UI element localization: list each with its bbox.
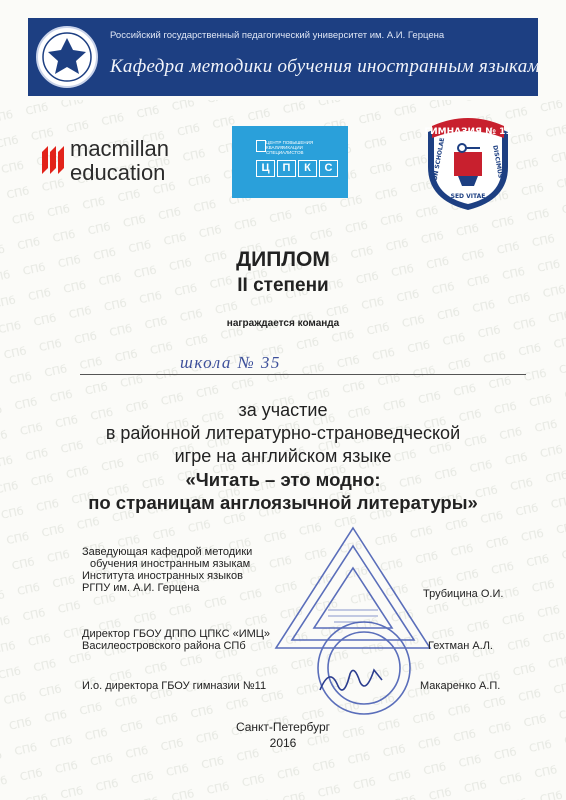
acting-director-name: Макаренко А.П. xyxy=(420,680,501,692)
diploma-title: ДИПЛОМ xyxy=(236,248,330,271)
gymnasium-title: ГИМНАЗИЯ № 11 xyxy=(424,127,512,137)
team-underline xyxy=(80,374,526,375)
macmillan-mark-icon xyxy=(40,140,66,176)
cpks-letter: П xyxy=(277,160,296,177)
university-name: Российский государственный педагогический университет им. А.И. Герцена xyxy=(110,30,445,41)
cpks-caption: ЦЕНТР ПОВЫШЕНИЯ КВАЛИФИКАЦИИ СПЕЦИАЛИСТОВ xyxy=(266,140,314,155)
year: 2016 xyxy=(269,736,297,750)
cpks-letter: Ц xyxy=(256,160,275,177)
macmillan-text: macmillan xyxy=(70,136,170,161)
university-header xyxy=(28,18,538,96)
city: Санкт-Петербург xyxy=(235,720,331,734)
handwritten-signature-icon xyxy=(316,660,386,700)
motto-left: NON SCHOLAE xyxy=(430,137,447,187)
director-name: Гехтман А.Л. xyxy=(428,640,493,652)
motto-right: DISCIMUS xyxy=(491,144,504,179)
awarded-text: награждается команда xyxy=(226,318,340,329)
department-name: Кафедра методики обучения иностранным языкам xyxy=(110,56,540,77)
event-title-line: «Читать – это модно: xyxy=(185,469,381,490)
participation-text xyxy=(0,399,566,468)
event-title xyxy=(0,468,566,514)
event-title-line: по страницам англоязычной литературы» xyxy=(88,492,478,513)
diploma-degree: II степени xyxy=(237,275,329,296)
participation-line: в районной литературно-страноведческой xyxy=(105,423,461,443)
education-text: education xyxy=(70,160,166,185)
participation-line: за участие xyxy=(238,400,328,420)
head-title-line: РГПУ им. А.И. Герцена xyxy=(82,582,200,594)
university-emblem-icon xyxy=(34,24,100,90)
head-title-line: обучения иностранным языкам xyxy=(90,558,251,570)
acting-director-title: И.о. директора ГБОУ гимназии №11 xyxy=(82,680,267,692)
book-icon xyxy=(256,140,266,152)
cpks-letter: С xyxy=(319,160,338,177)
director-title-line: Василеостровского района СПб xyxy=(82,640,246,652)
head-title-line: Заведующая кафедрой методики xyxy=(82,546,253,558)
director-title-line: Директор ГБОУ ДППО ЦПКС «ИМЦ» xyxy=(82,628,271,640)
participation-line: игре на английском языке xyxy=(174,446,392,466)
head-title-line: Института иностранных языков xyxy=(82,570,243,582)
cpks-letter: К xyxy=(298,160,317,177)
cpks-letters xyxy=(256,158,340,174)
gymnasium-emblem-icon xyxy=(418,112,518,212)
motto-bottom: SED VITAE xyxy=(450,193,486,200)
team-name-handwritten: школа № 35 xyxy=(180,353,281,372)
head-name: Трубицина О.И. xyxy=(423,588,504,600)
cpks-logo xyxy=(232,126,348,198)
